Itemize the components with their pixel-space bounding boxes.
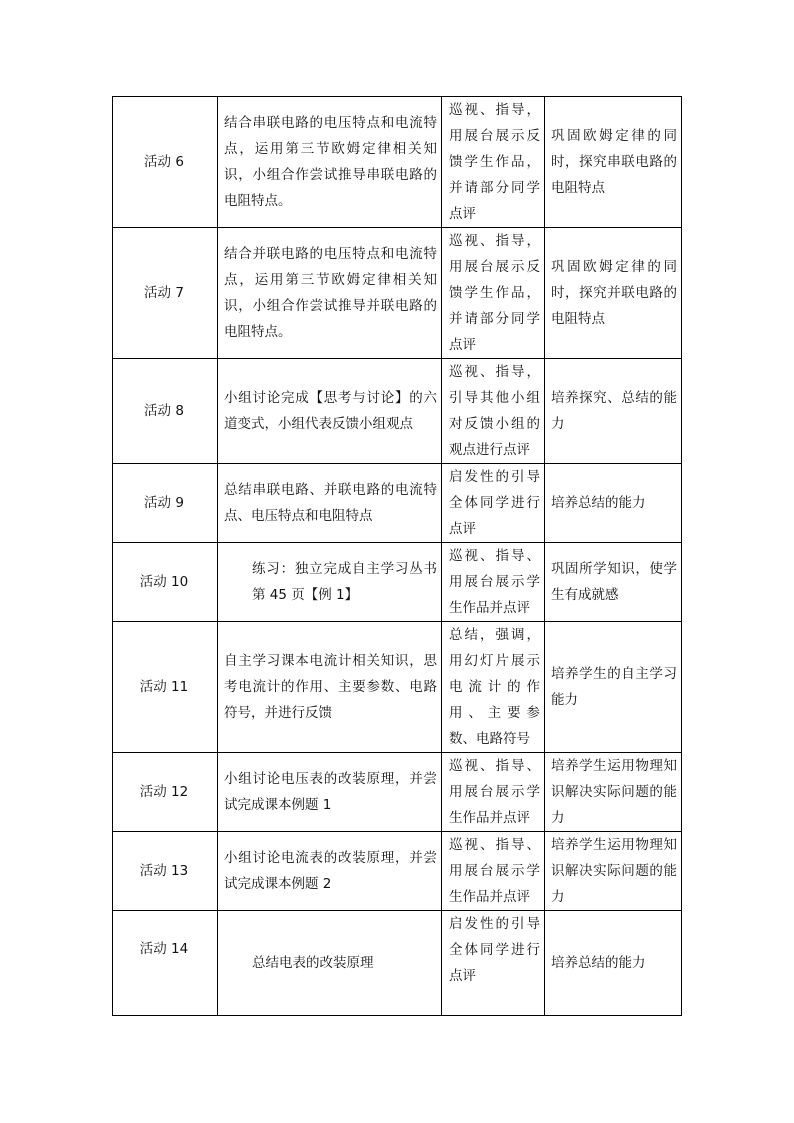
activity-label: 活动 9 xyxy=(113,464,218,543)
table-row xyxy=(113,911,682,1016)
teacher-guidance: 巡视、指导，用展台展示反馈学生作品，并请部分同学点评 xyxy=(442,97,545,228)
student-activity: 结合串联电路的电压特点和电流特点，运用第三节欧姆定律相关知识，小组合作尝试推导串联电路的电阻特点。 xyxy=(218,97,442,228)
teacher-guidance: 巡视、指导，引导其他小组对反馈小组的观点进行点评 xyxy=(442,359,545,464)
student-activity: 小组讨论电压表的改装原理，并尝试完成课本例题 1 xyxy=(218,753,442,832)
design-purpose: 巩固欧姆定律的同时，探究串联电路的电阻特点 xyxy=(545,97,682,228)
student-activity: 小组讨论完成【思考与讨论】的六道变式，小组代表反馈小组观点 xyxy=(218,359,442,464)
design-purpose: 培养总结的能力 xyxy=(545,911,682,1016)
design-purpose: 培养学生运用物理知识解决实际问题的能力 xyxy=(545,832,682,911)
student-activity: 总结串联电路、并联电路的电流特点、电压特点和电阻特点 xyxy=(218,464,442,543)
student-activity: 小组讨论电流表的改装原理，并尝试完成课本例题 2 xyxy=(218,832,442,911)
student-activity: 自主学习课本电流计相关知识，思考电流计的作用、主要参数、电路符号，并进行反馈 xyxy=(218,622,442,753)
table-row xyxy=(113,753,682,832)
teacher-guidance: 启发性的引导全体同学进行点评 xyxy=(442,911,545,1016)
design-purpose: 培养总结的能力 xyxy=(545,464,682,543)
design-purpose: 培养学生运用物理知识解决实际问题的能力 xyxy=(545,753,682,832)
student-activity: 总结电表的改装原理 xyxy=(218,911,442,1016)
activity-label: 活动 10 xyxy=(113,543,218,622)
table-row xyxy=(113,97,682,228)
activity-label: 活动 7 xyxy=(113,228,218,359)
teacher-guidance: 巡视、指导，用展台展示反馈学生作品，并请部分同学点评 xyxy=(442,228,545,359)
table-row xyxy=(113,464,682,543)
activity-label: 活动 12 xyxy=(113,753,218,832)
activity-label: 活动 11 xyxy=(113,622,218,753)
table-row xyxy=(113,832,682,911)
teacher-guidance: 巡视、指导、用展台展示学生作品并点评 xyxy=(442,832,545,911)
teacher-guidance: 巡视、指导、用展台展示学生作品并点评 xyxy=(442,753,545,832)
activity-label: 活动 6 xyxy=(113,97,218,228)
table-row xyxy=(113,359,682,464)
teacher-guidance: 巡视、指导、用展台展示学生作品并点评 xyxy=(442,543,545,622)
activity-table xyxy=(112,96,682,1016)
teacher-guidance: 启发性的引导全体同学进行点评 xyxy=(442,464,545,543)
activity-label: 活动 13 xyxy=(113,832,218,911)
teacher-guidance: 总结，强调，用幻灯片展示电流计的作用、主要参数、电路符号 xyxy=(442,622,545,753)
table-row xyxy=(113,622,682,753)
activity-label: 活动 8 xyxy=(113,359,218,464)
design-purpose: 巩固欧姆定律的同时，探究并联电路的电阻特点 xyxy=(545,228,682,359)
design-purpose: 巩固所学知识，使学生有成就感 xyxy=(545,543,682,622)
activity-label: 活动 14 xyxy=(113,911,218,1016)
table-row xyxy=(113,228,682,359)
design-purpose: 培养探究、总结的能力 xyxy=(545,359,682,464)
design-purpose: 培养学生的自主学习能力 xyxy=(545,622,682,753)
student-activity: 结合并联电路的电压特点和电流特点，运用第三节欧姆定律相关知识，小组合作尝试推导并联电路的电阻特点。 xyxy=(218,228,442,359)
table-row xyxy=(113,543,682,622)
student-activity: 练习：独立完成自主学习丛书第 45 页【例 1】 xyxy=(218,543,442,622)
